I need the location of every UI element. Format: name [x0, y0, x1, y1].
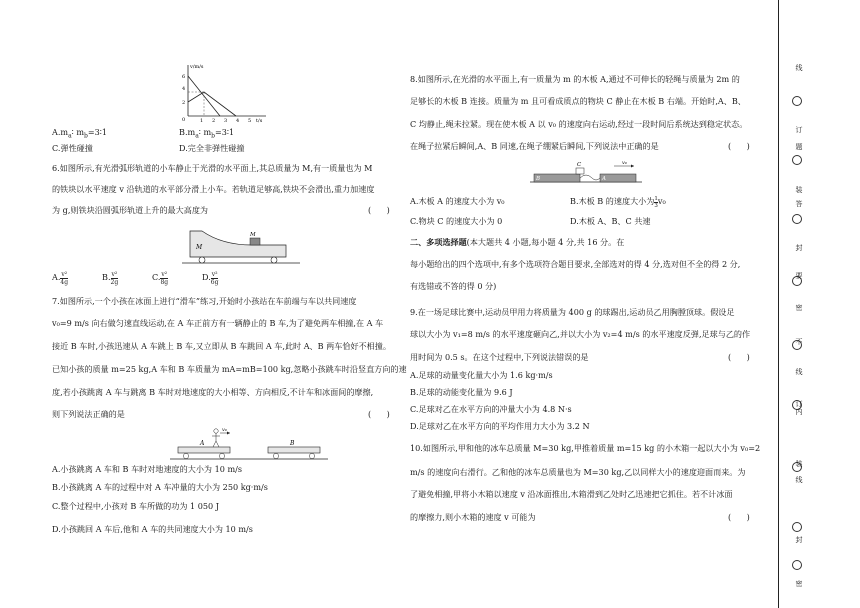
q10-line: 的摩擦力,则小木箱的速度 v 可能为	[410, 512, 536, 522]
q10-line: m/s 的速度向右滑行。乙和他的冰车总质量也为 M=30 kg,乙以同样大小的速度迎面而来。为	[410, 467, 746, 477]
fraction-denominator: 3	[654, 202, 658, 209]
fraction-denominator: 2g	[110, 278, 119, 286]
binding-hole	[792, 522, 802, 532]
q5-option-a: $A.m_a∶$ $m_b=3∶1$	[52, 127, 108, 140]
q6-option-b: B. $\frac{\text{v²}}{2g}$	[102, 270, 119, 286]
q8-option-a: A.木板 A 的速度大小为 v₀	[410, 196, 505, 206]
binding-hole	[792, 214, 802, 224]
velocity-time-graph	[180, 62, 270, 124]
fraction-numerator: v²	[161, 270, 168, 278]
fraction-denominator: 4g	[60, 278, 69, 286]
fraction-numerator: v²	[111, 270, 118, 278]
block-c-label: C	[577, 162, 582, 168]
fraction-numerator: 1	[654, 195, 658, 202]
q9-line: 球以大小为 v₁=8 m/s 的水平速度砸向乙,并以大小为 v₂=4 m/s 的水平速度反弹,足球与乙的作	[410, 329, 751, 339]
q5-option-b: $B.m_a∶$ $m_b=3∶1$	[179, 127, 235, 140]
binding-label: 线	[795, 476, 803, 484]
q8-line: 8.如图所示,在光滑的水平面上,有一质量为 m 的木板 A,通过不可伸长的轻绳与质量为 2m 的	[410, 74, 740, 84]
q7-line: v₀=9 m/s 向右做匀速直线运动,在 A 车正前方有一辆静止的 B 车,为了避免两车相撞,在 A 车	[52, 318, 384, 328]
fraction-numerator: v²	[211, 270, 218, 278]
q5-option-d: D.完全非弹性碰撞	[179, 143, 245, 153]
q7-line: 度,若小孩跳离 A 车与跳离 B 车时对地速度的大小相等、方向相反,不计车和冰面间的摩擦,	[52, 387, 374, 397]
fraction-denominator: 8g	[160, 278, 169, 286]
q8-option-b: B.木板 B 的速度大小为 $\frac{1}{3}$ v₀	[570, 195, 666, 209]
curved-track-cart	[182, 225, 300, 267]
car-a-label: A	[200, 440, 205, 447]
graph-x-label: t/s	[256, 118, 263, 124]
block-mass-label: M	[250, 232, 256, 238]
cart-mass-label: M	[196, 244, 203, 251]
binding-label: 封	[795, 244, 803, 252]
binding-label: 内	[795, 408, 803, 416]
q8-line: 在绳子拉紧后瞬间,A、B 同速,在绳子绷紧后瞬间,下列说法中正确的是	[410, 141, 659, 151]
v0-label: v₀	[622, 160, 627, 166]
q10-line: 10.如图所示,甲和他的冰车总质量 M=30 kg,甲推着质量 m=15 kg 的小木箱一起以大小为 v₀=2	[410, 443, 761, 453]
graph-tick-y: 6	[182, 74, 186, 80]
board-a-label: A	[602, 176, 606, 182]
q9-line: 用时间为 0.5 s。在这个过程中,下列说法错误的是	[410, 352, 589, 362]
q8-option-c: C.物块 C 的速度大小为 0	[410, 216, 503, 226]
binding-label: 密	[795, 580, 803, 588]
q7-option-b: B.小孩跳离 A 车的过程中对 A 车冲量的大小为 250 kg·m/s	[52, 482, 268, 492]
binding-hole	[792, 96, 802, 106]
binding-hole	[792, 155, 802, 165]
q7-option-d: D.小孩跳回 A 车后,他和 A 车的共同速度大小为 10 m/s	[52, 524, 253, 534]
fraction-denominator: 6g	[210, 278, 219, 286]
binding-label: 要	[795, 272, 803, 280]
q5-option-c: C.弹性碰撞	[52, 143, 93, 153]
q9-line: 9.在一场足球比赛中,运动员甲用力将质量为 400 g 的球踢出,运动员乙用胸膛顶球。假设足	[410, 307, 735, 317]
board-b-label: B	[536, 176, 541, 182]
binding-label: 装	[795, 186, 803, 194]
q7-option-c: C.整个过程中,小孩对 B 车所做的功为 1 050 J	[52, 501, 220, 511]
binding-label: 封	[795, 536, 803, 544]
binding-label: 装	[795, 460, 803, 468]
binding-line	[778, 0, 779, 608]
binding-hole	[792, 560, 802, 570]
binding-label: 线	[795, 368, 803, 376]
binding-label: 不	[795, 338, 803, 346]
section-instructions: 每小题给出的四个选项中,有多个选项符合题目要求,全部选对的得 4 分,选对但不全的得 2 分,	[410, 259, 741, 269]
q6-answer-bracket: ( )	[368, 205, 390, 215]
fraction-numerator: v²	[61, 270, 68, 278]
graph-tick-x: 1	[200, 118, 204, 124]
car-b-label: B	[290, 440, 295, 447]
q7-line: 已知小孩的质量 m=25 kg,A 车和 B 车质量为 mA=mB=100 kg,忽略小孩跳车时沿竖直方向的速	[52, 364, 407, 374]
q7-line: 接近 B 车时,小孩迅速从 A 车跳上 B 车,又立即从 B 车跳回 A 车,此时 A、B 两车恰好不相撞。	[52, 341, 391, 351]
graph-y-label: v/m/s	[190, 64, 204, 70]
binding-label: 订	[795, 400, 803, 408]
q6-option-a: A. $\frac{\text{v²}}{4g}$	[52, 270, 69, 286]
q8-line: C 均静止,绳未拉紧。现在使木板 A 以 v₀ 的速度向右运动,经过一段时间后系统达到稳定状态。	[410, 119, 748, 129]
q10-line: 了避免相撞,甲将小木箱以速度 v 沿冰面推出,木箱滑到乙处时乙迅速把它抓住。若不计冰面	[410, 489, 733, 499]
v0-label: v₀	[222, 427, 227, 433]
graph-tick-y: 4	[182, 86, 186, 92]
q9-option-c: C.足球对乙在水平方向的冲量大小为 4.8 N·s	[410, 404, 572, 414]
section-instructions: 有选错或不答的得 0 分)	[410, 281, 497, 291]
graph-tick-x: 2	[212, 118, 216, 124]
graph-tick-y: 2	[182, 100, 186, 106]
graph-tick-y: 0	[182, 117, 186, 123]
q8-option-d: D.木板 A、B、C 共速	[570, 216, 651, 226]
boards-and-rope-figure	[530, 156, 642, 186]
q9-answer-bracket: ( )	[728, 352, 750, 362]
q6-line: 为 g,则铁块沿圆弧形轨道上升的最大高度为	[52, 205, 209, 215]
two-carts-figure	[170, 425, 328, 463]
q9-option-d: D.足球对乙在水平方向的平均作用力大小为 3.2 N	[410, 421, 590, 431]
binding-label: 题	[795, 143, 803, 151]
q8-answer-bracket: ( )	[728, 141, 750, 151]
q9-option-a: A.足球的动量变化量大小为 1.6 kg·m/s	[410, 370, 553, 380]
binding-label: 答	[795, 200, 803, 208]
graph-tick-x: 4	[236, 118, 240, 124]
q6-line: 6.如图所示,有光滑弧形轨道的小车静止于光滑的水平面上,其总质量为 M,有一质量也为 M	[52, 163, 373, 173]
q6-option-d: D. $\frac{\text{v²}}{6g}$	[202, 270, 219, 286]
q8-line: 足够长的木板 B 连接。质量为 m 且可看成质点的物块 C 静止在木板 B 右端。开始时,A、B、	[410, 96, 746, 106]
q6-line: 的铁块以水平速度 v 沿轨道的水平部分滑上小车。若轨道足够高,铁块不会滑出,重力加速度	[52, 184, 375, 194]
binding-label: 线	[795, 64, 803, 72]
q10-answer-bracket: ( )	[728, 512, 750, 522]
graph-tick-x: 3	[224, 118, 228, 124]
q9-option-b: B.足球的动能变化量为 9.6 J	[410, 387, 513, 397]
q7-answer-bracket: ( )	[368, 409, 390, 419]
binding-label: 密	[795, 304, 803, 312]
graph-tick-x: 5	[248, 118, 252, 124]
binding-label: 订	[795, 126, 803, 134]
q6-option-c: C. $\frac{\text{v²}}{8g}$	[152, 270, 169, 286]
q7-line: 则下列说法正确的是	[52, 409, 125, 419]
q7-option-a: A.小孩跳离 A 车和 B 车时对地速度的大小为 10 m/s	[52, 464, 243, 474]
q7-line: 7.如图所示,一个小孩在冰面上进行“滑车”练习,开始时小孩站在车前端与车以共同速度	[52, 296, 357, 306]
section-heading: 二、多项选择题(本大题共 4 小题,每小题 4 分,共 16 分。在	[410, 237, 625, 247]
